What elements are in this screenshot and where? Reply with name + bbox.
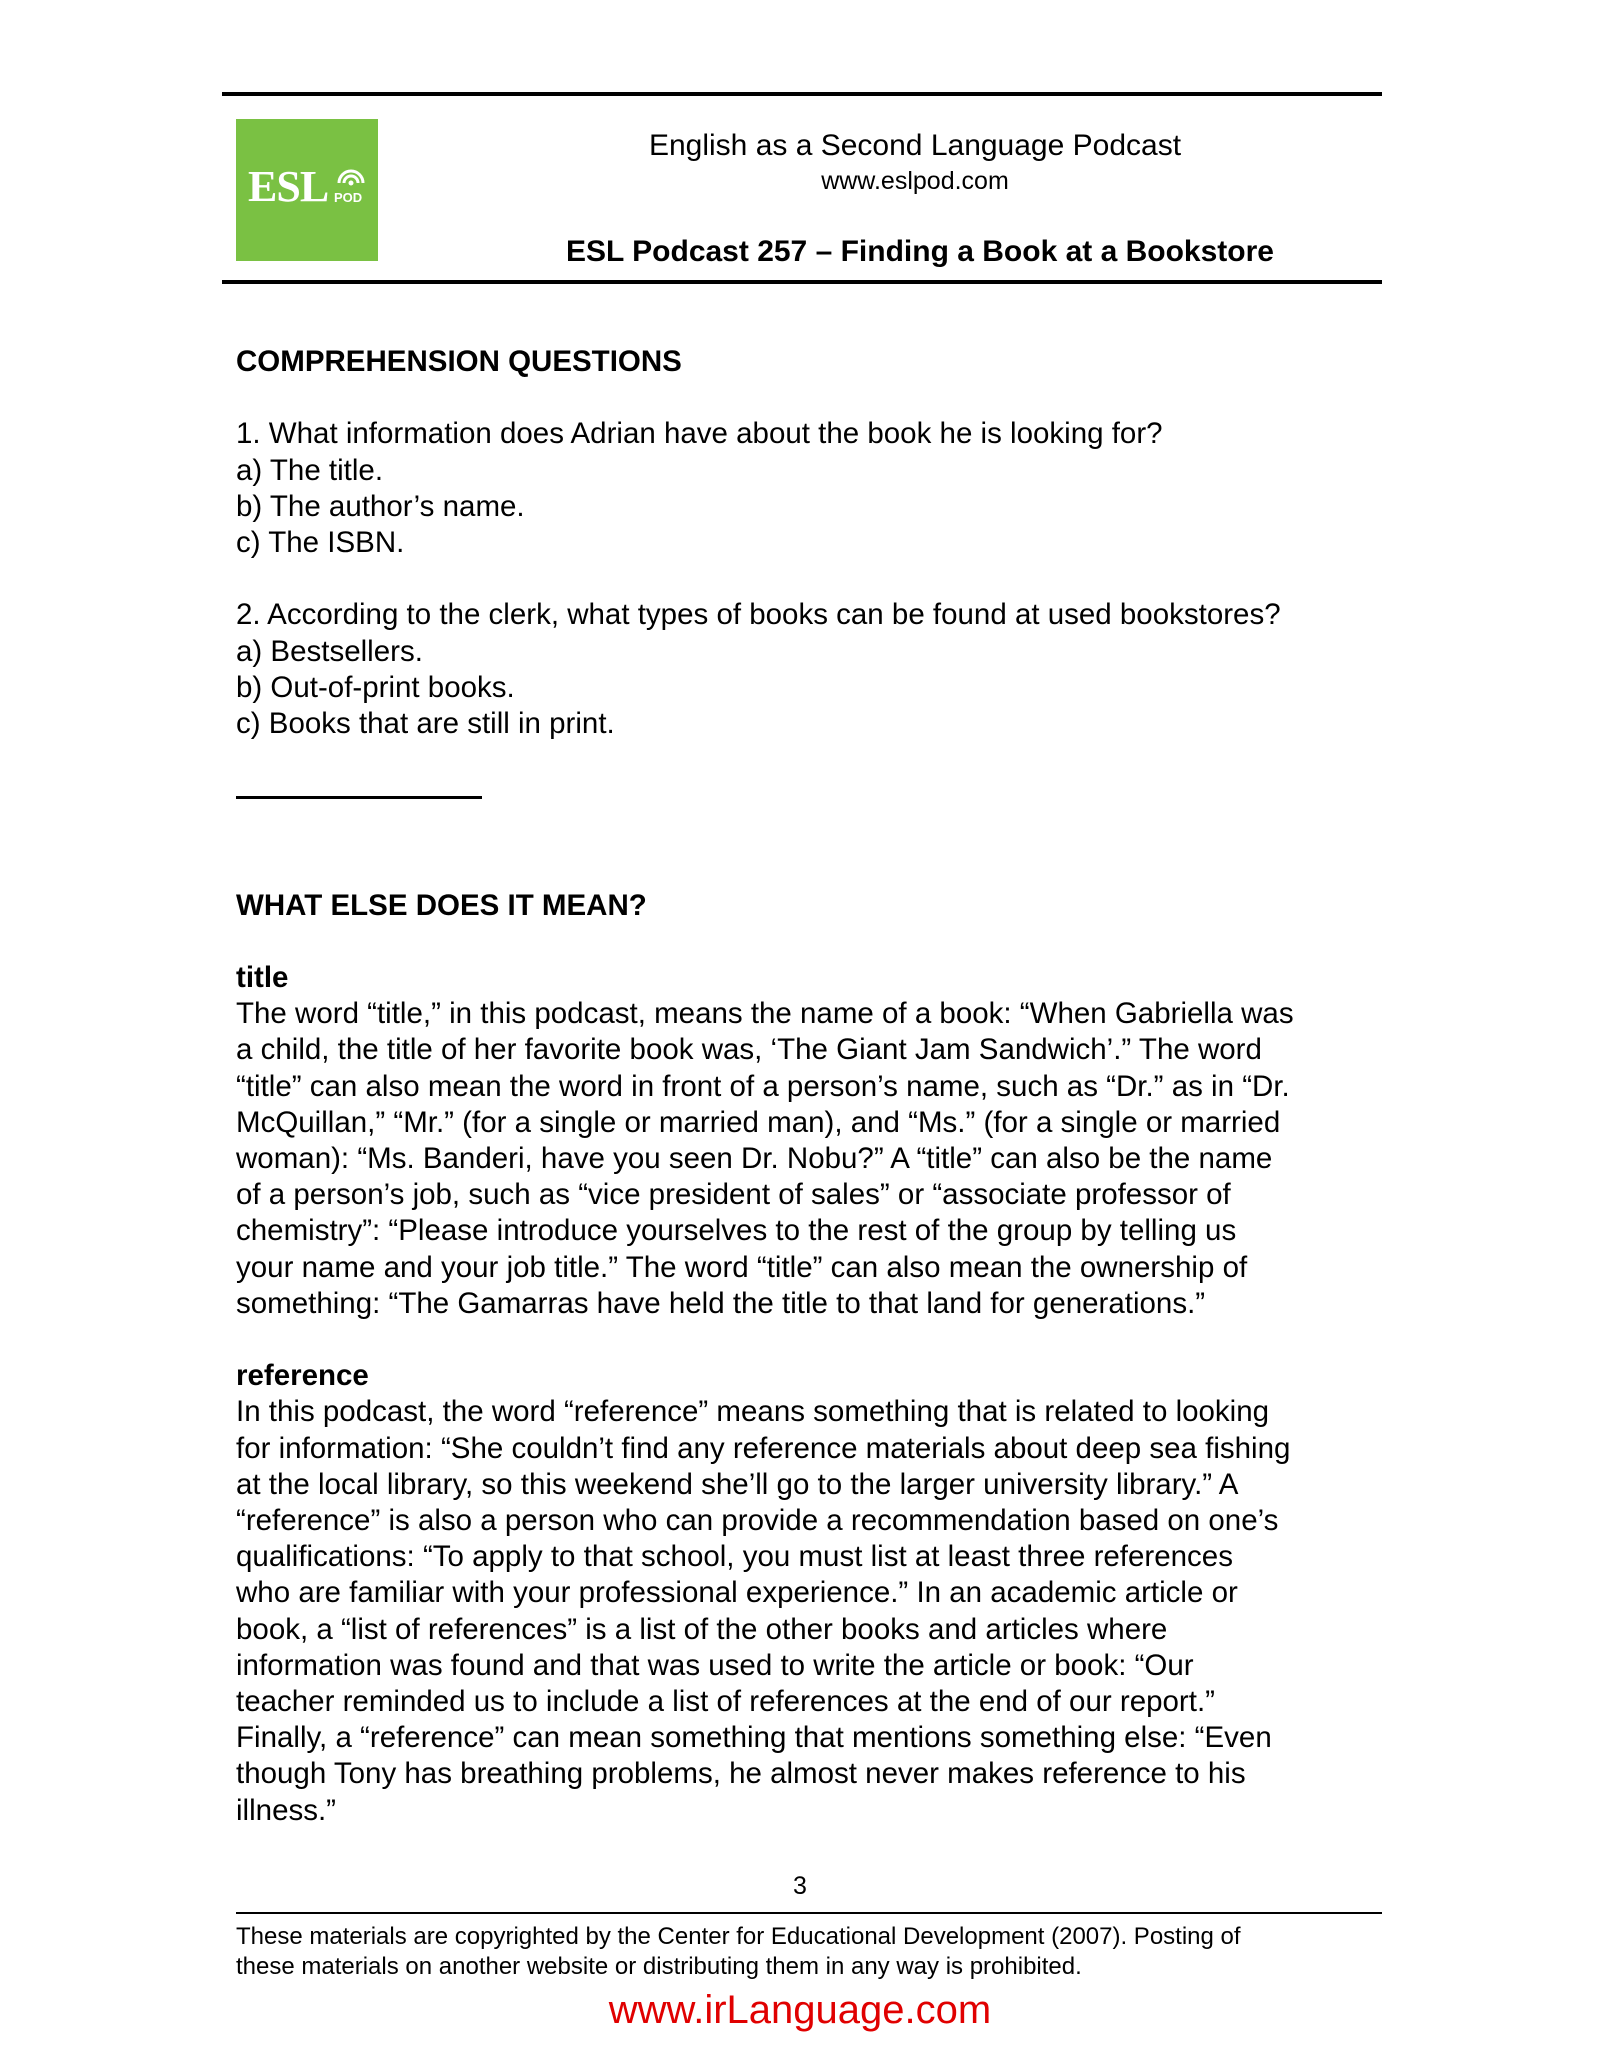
eslpod-logo: [236, 119, 378, 261]
logo-text: ESL: [248, 162, 329, 211]
definition-line: your name and your job title.” The word “title” can also mean the ownership of: [236, 1250, 1248, 1284]
question-2-option-a: a) Bestsellers.: [236, 634, 423, 668]
header-top-rule: [222, 92, 1382, 96]
definition-line: woman): “Ms. Banderi, have you seen Dr. Nobu?” A “title” can also be the name: [236, 1141, 1273, 1175]
podcast-title: English as a Second Language Podcast: [648, 129, 1182, 162]
definition-line: information was found and that was used to write the article or book: “Our: [236, 1648, 1194, 1682]
definition-title: [236, 996, 1386, 1322]
footer-line-2: these materials on another website or distributing them in any way is prohibited.: [236, 1953, 1082, 1980]
definition-line: chemistry”: “Please introduce yourselves to the rest of the group by telling us: [236, 1214, 1237, 1248]
footer-rule: [236, 1912, 1382, 1914]
term-reference: reference: [236, 1359, 369, 1393]
question-1: 1. What information does Adrian have about the book he is looking for?: [236, 417, 1163, 451]
page-content: [236, 344, 1386, 1829]
definition-line: “title” can also mean the word in front of a person’s name, such as “Dr.” as in “Dr.: [236, 1069, 1290, 1103]
definition-line: though Tony has breathing problems, he almost never makes reference to his: [236, 1757, 1246, 1791]
definition-line: In this podcast, the word “reference” means something that is related to looking: [236, 1395, 1270, 1429]
definition-line: of a person’s job, such as “vice president of sales” or “associate professor of: [236, 1178, 1231, 1212]
watermark-url: www.irLanguage.com: [608, 1988, 992, 2032]
footer-line-1: These materials are copyrighted by the Center for Educational Development (2007). Posting of: [236, 1923, 1241, 1950]
definition-line: “reference” is also a person who can provide a recommendation based on one’s: [236, 1504, 1279, 1537]
definition-line: qualifications: “To apply to that school, you must list at least three references: [236, 1540, 1233, 1574]
question-1-option-b: b) The author’s name.: [236, 489, 525, 523]
header-bottom-rule: [222, 280, 1382, 284]
definition-line: teacher reminded us to include a list of references at the end of our report.”: [236, 1685, 1215, 1719]
definition-line: something: “The Gamarras have held the title to that land for generations.”: [236, 1286, 1206, 1320]
question-2: 2. According to the clerk, what types of books can be found at used bookstores?: [236, 598, 1281, 632]
definition-line: at the local library, so this weekend she’ll go to the larger university library.” A: [236, 1467, 1239, 1501]
definition-line: Finally, a “reference” can mean something that mentions something else: “Even: [236, 1721, 1272, 1755]
definition-line: The word “title,” in this podcast, means the name of a book: “When Gabriella was: [236, 997, 1294, 1031]
question-1-option-a: a) The title.: [236, 453, 384, 487]
question-2-option-c: c) Books that are still in print.: [236, 707, 615, 740]
question-1-option-c: c) The ISBN.: [236, 526, 405, 559]
copyright-footer: [236, 1922, 1241, 1982]
logo-sub-text: POD: [334, 190, 363, 205]
definition-line: a child, the title of her favorite book was, ‘The Giant Jam Sandwich’.” The word: [236, 1033, 1262, 1067]
definition-line: who are familiar with your professional experience.” In an academic article or: [236, 1576, 1238, 1610]
term-title: title: [236, 960, 289, 994]
page-number: 3: [793, 1872, 807, 1900]
podcast-url: www.eslpod.com: [821, 167, 1009, 195]
definition-line: McQuillan,” “Mr.” (for a single or married man), and “Ms.” (for a single or married: [236, 1105, 1281, 1139]
definition-line: illness.”: [236, 1793, 336, 1827]
comprehension-heading: COMPREHENSION QUESTIONS: [236, 345, 682, 378]
question-2-option-b: b) Out-of-print books.: [236, 670, 515, 704]
podcast-waves-icon: [336, 163, 366, 187]
definition-reference: [236, 1394, 1386, 1828]
definition-line: book, a “list of references” is a list of the other books and articles where: [236, 1612, 1168, 1646]
what-else-heading: WHAT ELSE DOES IT MEAN?: [236, 888, 647, 922]
episode-title: ESL Podcast 257 – Finding a Book at a Bookstore: [566, 235, 1274, 268]
definition-line: for information: “She couldn’t find any reference materials about deep sea fishing: [236, 1431, 1291, 1465]
